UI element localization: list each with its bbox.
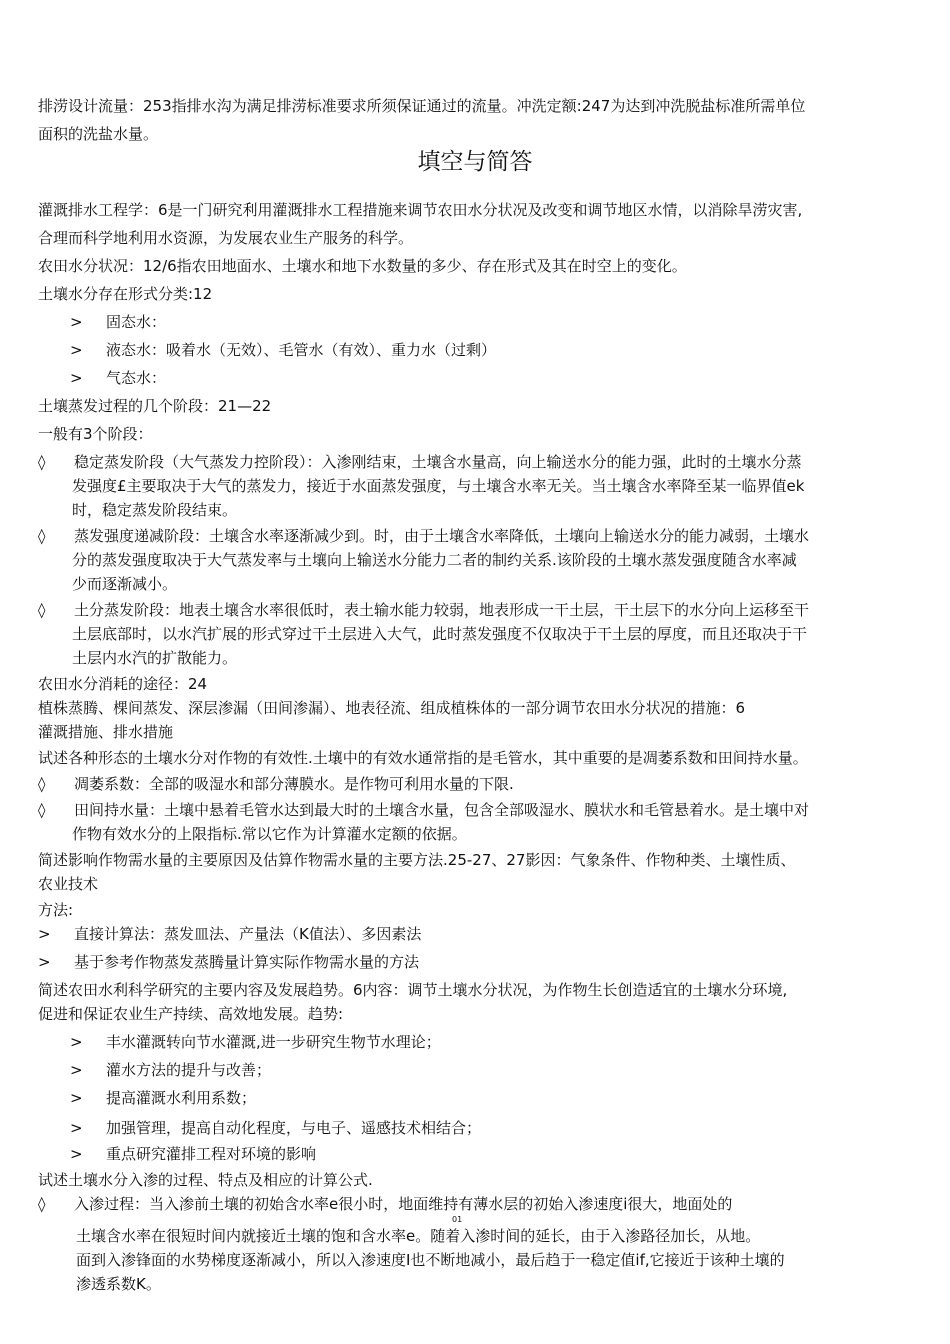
line-text: 01 bbox=[452, 1215, 463, 1224]
diamond-bullet-icon: ◊ bbox=[38, 775, 46, 793]
text-line bbox=[38, 1000, 930, 1028]
text-line bbox=[70, 1028, 930, 1056]
line-text: 凋萎系数：全部的吸湿水和部分薄膜水。是作物可利用水量的下限. bbox=[74, 775, 514, 793]
line-text: 田间持水量：土壤中悬着毛管水达到最大时的土壤含水量，包含全部吸湿水、膜状水和毛管悬着水。是土壤中对 bbox=[74, 801, 810, 819]
text-line bbox=[38, 948, 930, 976]
text-line bbox=[70, 1140, 930, 1168]
line-text: 时，稳定蒸发阶段结束。 bbox=[72, 501, 238, 519]
arrow-bullet-icon: > bbox=[38, 925, 51, 943]
text-line bbox=[70, 364, 930, 392]
text-line bbox=[38, 252, 930, 280]
line-text: 灌溉排水工程学：6是一门研究利用灌溉排水工程措施来调节农田水分状况及改变和调节地区水情，以消除旱涝灾害, bbox=[38, 201, 803, 219]
text-line bbox=[38, 420, 930, 448]
text-line bbox=[76, 1270, 930, 1298]
text-line bbox=[38, 920, 930, 948]
line-text: 土壤含水率在很短时间内就接近土壤的饱和含水率e。随着入渗时间的延长，由于入渗路径加长，从地。 bbox=[76, 1227, 761, 1245]
text-line bbox=[38, 744, 930, 772]
line-text: 重点研究灌排工程对环境的影响 bbox=[106, 1145, 317, 1163]
line-text: 方法: bbox=[38, 901, 74, 919]
text-line bbox=[72, 570, 930, 598]
text-line bbox=[72, 496, 930, 524]
line-text: 发强度£主要取决于大气的蒸发力，接近于水面蒸发强度，与土壤含水率无关。当土壤含水率降至某一临界值ek bbox=[72, 477, 805, 495]
line-text: 土层内水汽的扩散能力。 bbox=[72, 649, 238, 667]
text-line bbox=[70, 1084, 930, 1112]
diamond-bullet-icon: ◊ bbox=[38, 453, 46, 471]
line-text: 基于参考作物蒸发蒸腾量计算实际作物需水量的方法 bbox=[74, 953, 420, 971]
line-text: 直接计算法：蒸发皿法、产量法（K值法）、多因素法 bbox=[74, 925, 422, 943]
line-text: 渗透系数K。 bbox=[76, 1275, 161, 1293]
line-text: 加强管理，提高自动化程度，与电子、遥感技术相结合； bbox=[106, 1119, 482, 1137]
line-text: 灌水方法的提升与改善； bbox=[106, 1061, 272, 1079]
line-text: 少而逐渐减小。 bbox=[72, 575, 178, 593]
line-text: 面到入渗锋面的水势梯度逐渐减小，所以入渗速度I也不断地减小，最后趋于一稳定值if,它接近于该种土壤的 bbox=[76, 1251, 785, 1269]
line-text: 液态水：吸着水（无效）、毛管水（有效）、重力水（过剩） bbox=[106, 341, 497, 359]
line-text: 稳定蒸发阶段（大气蒸发力控阶段）：入渗刚结束，土壤含水量高，向上输送水分的能力强，此时的土壤水分蒸 bbox=[74, 453, 802, 471]
line-text: 蒸发强度递减阶段：土壤含水率逐渐减少到。时，由于土壤含水率降低，土壤向上输送水分的能力减弱，土壤水 bbox=[74, 527, 810, 545]
line-text: 排涝设计流量：253指排水沟为满足排涝标准要求所须保证通过的流量。冲洗定额:247为达到冲洗脱盐标准所需单位 bbox=[38, 97, 806, 115]
line-text: 试述各种形态的土壤水分对作物的有效性.土壤中的有效水通常指的是毛管水，其中重要的是凋萎系数和田间持水量。 bbox=[38, 749, 808, 767]
text-line bbox=[38, 92, 930, 120]
line-text: 灌溉措施、排水措施 bbox=[38, 723, 174, 741]
arrow-bullet-icon: > bbox=[70, 1145, 83, 1163]
diamond-bullet-icon: ◊ bbox=[38, 601, 46, 619]
line-text: 土壤蒸发过程的几个阶段：21—22 bbox=[38, 397, 272, 415]
diamond-bullet-icon: ◊ bbox=[38, 1195, 46, 1213]
text-line bbox=[70, 336, 930, 364]
text-line bbox=[38, 718, 930, 746]
diamond-bullet-icon: ◊ bbox=[38, 527, 46, 545]
line-text: 一般有3个阶段： bbox=[38, 425, 153, 443]
text-line bbox=[70, 308, 930, 336]
line-text: 入渗过程：当入渗前土壤的初始含水率e很小时，地面维持有薄水层的初始入渗速度i很大，地面处的 bbox=[74, 1195, 733, 1213]
line-text: 作物有效水分的上限指标.常以它作为计算灌水定额的依据。 bbox=[72, 825, 467, 843]
line-text: 简述农田水利科学研究的主要内容及发展趋势。6内容：调节土壤水分状况，为作物生长创造适宜的土壤水分环境, bbox=[38, 981, 788, 999]
line-text: 合理而科学地利用水资源，为发展农业生产服务的科学。 bbox=[38, 229, 414, 247]
text-line bbox=[38, 196, 930, 224]
line-text: 土分蒸发阶段：地表土壤含水率很低时，表土输水能力较弱，地表形成一干土层，干土层下的水分向上运移至干 bbox=[74, 601, 810, 619]
arrow-bullet-icon: > bbox=[70, 313, 83, 331]
text-line bbox=[70, 1056, 930, 1084]
text-line bbox=[72, 820, 930, 848]
arrow-bullet-icon: > bbox=[70, 1089, 83, 1107]
text-line bbox=[70, 1114, 930, 1142]
line-text: 农田水分消耗的途径：24 bbox=[38, 675, 208, 693]
line-text: 试述土壤水分入渗的过程、特点及相应的计算公式. bbox=[38, 1171, 373, 1189]
text-line bbox=[38, 392, 930, 420]
line-text: 农田水分状况：12/6指农田地面水、土壤水和地下水数量的多少、存在形式及其在时空上的变化。 bbox=[38, 257, 687, 275]
line-text: 提高灌溉水利用系数； bbox=[106, 1089, 257, 1107]
text-line bbox=[38, 870, 930, 898]
line-text: 土层底部时，以水汽扩展的形式穿过干土层进入大气，此时蒸发强度不仅取决于干土层的厚度，而且还取决于干 bbox=[72, 625, 808, 643]
arrow-bullet-icon: > bbox=[70, 1033, 83, 1051]
diamond-bullet-icon: ◊ bbox=[38, 801, 46, 819]
section-title: 填空与简答 bbox=[417, 149, 533, 175]
line-text: 气态水： bbox=[106, 369, 167, 387]
arrow-bullet-icon: > bbox=[70, 341, 83, 359]
text-line bbox=[38, 120, 930, 148]
arrow-bullet-icon: > bbox=[70, 1061, 83, 1079]
text-line bbox=[38, 280, 930, 308]
line-text: 分的蒸发强度取决于大气蒸发率与土壤向上输送水分能力二者的制约关系.该阶段的土壤水蒸发强度随含水率减 bbox=[72, 551, 797, 569]
text-line bbox=[38, 770, 930, 798]
line-text: 简述影响作物需水量的主要原因及估算作物需水量的主要方法.25-27、27影因：气象条件、作物种类、土壤性质、 bbox=[38, 851, 796, 869]
line-text: 丰水灌溉转向节水灌溉,进一步研究生物节水理论； bbox=[106, 1033, 441, 1051]
line-text: 植株蒸腾、棵间蒸发、深层渗漏（田间渗漏）、地表径流、组成植株体的一部分调节农田水分状况的措施：6 bbox=[38, 699, 746, 717]
line-text: 农业技术 bbox=[38, 875, 99, 893]
arrow-bullet-icon: > bbox=[70, 369, 83, 387]
line-text: 促进和保证农业生产持续、高效地发展。趋势: bbox=[38, 1005, 344, 1023]
line-text: 固态水： bbox=[106, 313, 167, 331]
text-line bbox=[38, 224, 930, 252]
line-text: 面积的洗盐水量。 bbox=[38, 125, 159, 143]
text-line bbox=[72, 644, 930, 672]
arrow-bullet-icon: > bbox=[70, 1119, 83, 1137]
arrow-bullet-icon: > bbox=[38, 953, 51, 971]
line-text: 土壤水分存在形式分类:12 bbox=[38, 285, 213, 303]
